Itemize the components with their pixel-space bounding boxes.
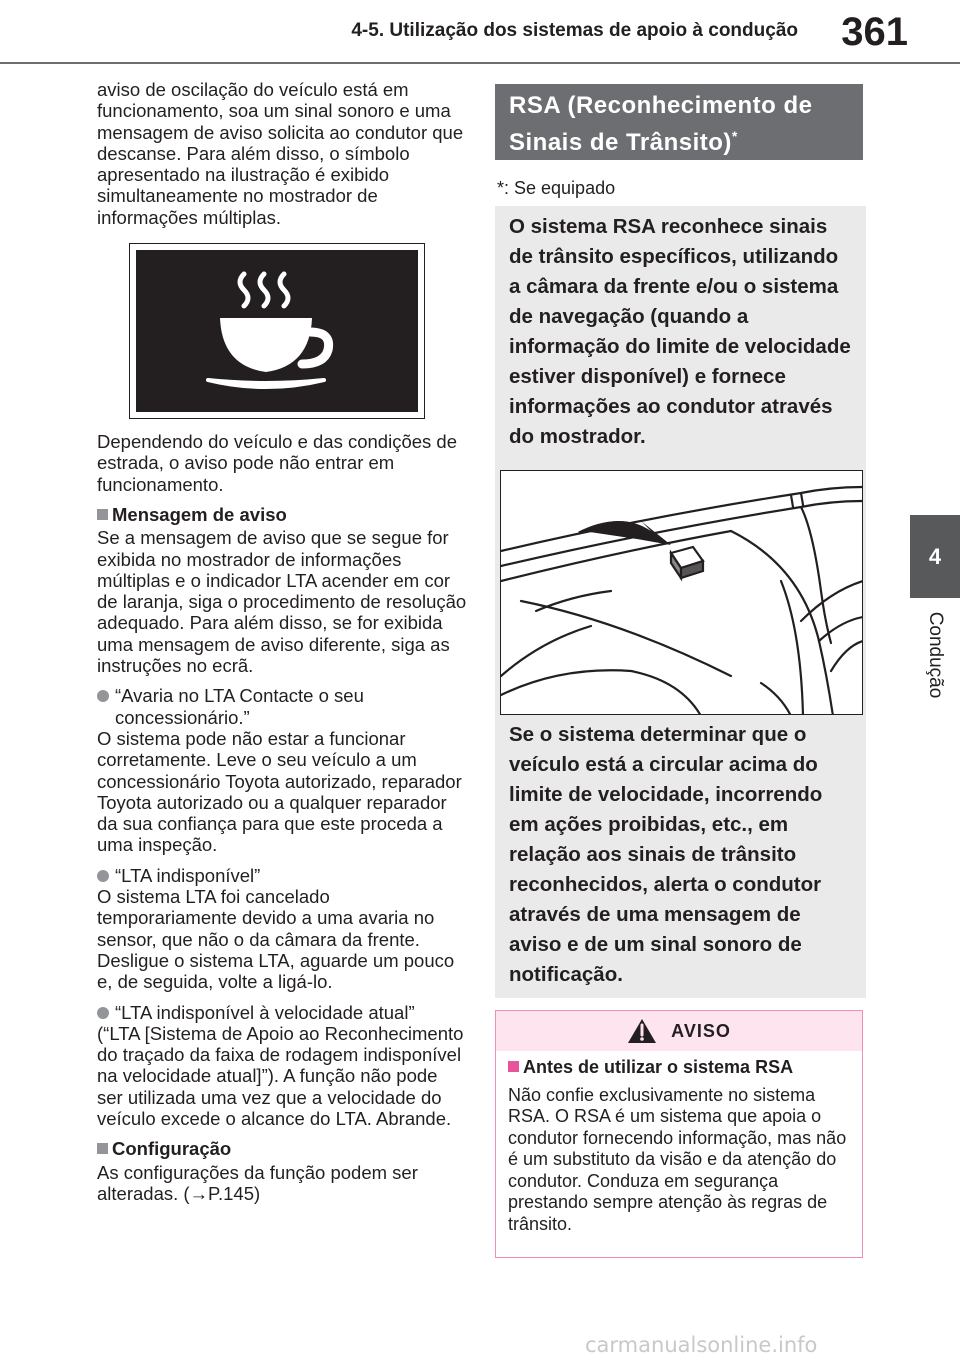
watermark: carmanualsonline.info <box>585 1333 818 1357</box>
coffee-cup-icon <box>202 266 352 396</box>
windshield-camera-drawing <box>501 471 863 715</box>
square-bullet-icon <box>508 1061 519 1072</box>
coffee-illustration-frame <box>129 243 425 419</box>
warning-heading: Antes de utilizar o sistema RSA <box>508 1057 850 1079</box>
round-bullet-icon <box>97 870 109 882</box>
rsa-title-box <box>495 84 863 160</box>
chapter-label: Condução <box>925 611 946 699</box>
bullet-title: “LTA indisponível” <box>115 864 261 886</box>
footnote: *: Se equipado <box>497 178 616 198</box>
bullet-text: (“LTA [Sistema de Apoio ao Reconhecimento do traçado da faixa de rodagem indisponível na velocidade atual]”). A função não pode ser utilizada uma vez que a velocidade do veículo excede o alcance do LTA. Abrande. <box>97 1022 464 1129</box>
config-section-heading: Configuração <box>97 1138 467 1159</box>
bullet-item <box>97 1002 467 1130</box>
intro-paragraph: aviso de oscilação do veículo está em funcionamento, soa um sinal sonoro e uma mensagem de aviso solicita ao condutor que descanse. Para além disso, o símbolo apresentado na ilustração é exibido simultaneamente no mostrador de informações múltiplas. <box>97 79 464 228</box>
bullet-title: “LTA indisponível à velocidade atual” <box>115 1001 415 1023</box>
square-bullet-icon <box>97 1143 108 1154</box>
warning-body <box>496 1051 862 1235</box>
warning-label: AVISO <box>671 1020 731 1041</box>
summary-text-1: O sistema RSA reconhece sinais de trânsito específicos, utilizando a câmara da frente e/ou o sistema de navegação (quando a informação do limite de velocidade estiver disponível) e fornece informações ao condutor através do mostrador. <box>509 215 851 448</box>
round-bullet-icon <box>97 690 109 702</box>
message-section-text: Se a mensagem de aviso que se segue for exibida no mostrador de informações múltiplas e o indicador LTA acender em cor de laranja, siga o procedimento de resolução adequado. Para além disso, se for exibida uma mensagem de aviso diferente, siga as instruções no ecrã. <box>97 527 467 677</box>
bullet-item <box>97 865 467 993</box>
rsa-title-mark: * <box>731 128 738 144</box>
warning-header <box>496 1011 862 1051</box>
warning-text: Não confie exclusivamente no sistema RSA. O RSA é um sistema que apoia o condutor fornecendo informação, mas não é um substituto da visão e da atenção do condutor. Conduza em segurança prestando sempre atenção às regras de trânsito. <box>508 1084 847 1234</box>
header-title: 4-5. Utilização dos sistemas de apoio à condução <box>351 20 798 41</box>
config-section-text[interactable]: As configurações da função podem ser alteradas. (→P.145) <box>97 1161 418 1204</box>
windshield-camera-illustration <box>500 470 863 715</box>
bullet-item <box>97 685 467 855</box>
rsa-title: RSA (Reconhecimento de Sinais de Trânsito) <box>509 92 813 156</box>
page-number: 361 <box>841 10 908 54</box>
header-rule <box>0 62 960 64</box>
left-column <box>97 79 467 1204</box>
after-image-paragraph: Dependendo do veículo e das condições de estrada, o aviso pode não entrar em funcionamento. <box>97 431 457 495</box>
bullet-title: “Avaria no LTA Contacte o seu concessionário.” <box>115 685 364 728</box>
coffee-illustration <box>136 250 418 412</box>
warning-triangle-icon <box>627 1018 657 1044</box>
message-section-heading: Mensagem de aviso <box>97 504 467 525</box>
bullet-text: O sistema pode não estar a funcionar corretamente. Leve o seu veículo a um concessionário Toyota autorizado, reparador Toyota autorizado ou a qualquer reparador da sua confiança para que este proceda a uma inspeção. <box>97 727 462 856</box>
summary-text-2: Se o sistema determinar que o veículo está a circular acima do limite de velocidade, incorrendo em ações proibidas, etc., em relação aos sinais de trânsito reconhecidos, alerta o condutor através de uma mensagem de aviso e de um sinal sonoro de notificação. <box>509 723 823 986</box>
chapter-number: 4 <box>928 543 942 569</box>
chapter-tab[interactable] <box>910 515 960 598</box>
round-bullet-icon <box>97 1007 109 1019</box>
summary-box <box>495 206 866 998</box>
warning-box <box>495 1010 863 1258</box>
bullet-text: O sistema LTA foi cancelado temporariamente devido a uma avaria no sensor, que não o da câmara da frente. Desligue o sistema LTA, aguarde um pouco e, de seguida, volte a ligá-lo. <box>97 886 455 993</box>
square-bullet-icon <box>97 509 108 520</box>
